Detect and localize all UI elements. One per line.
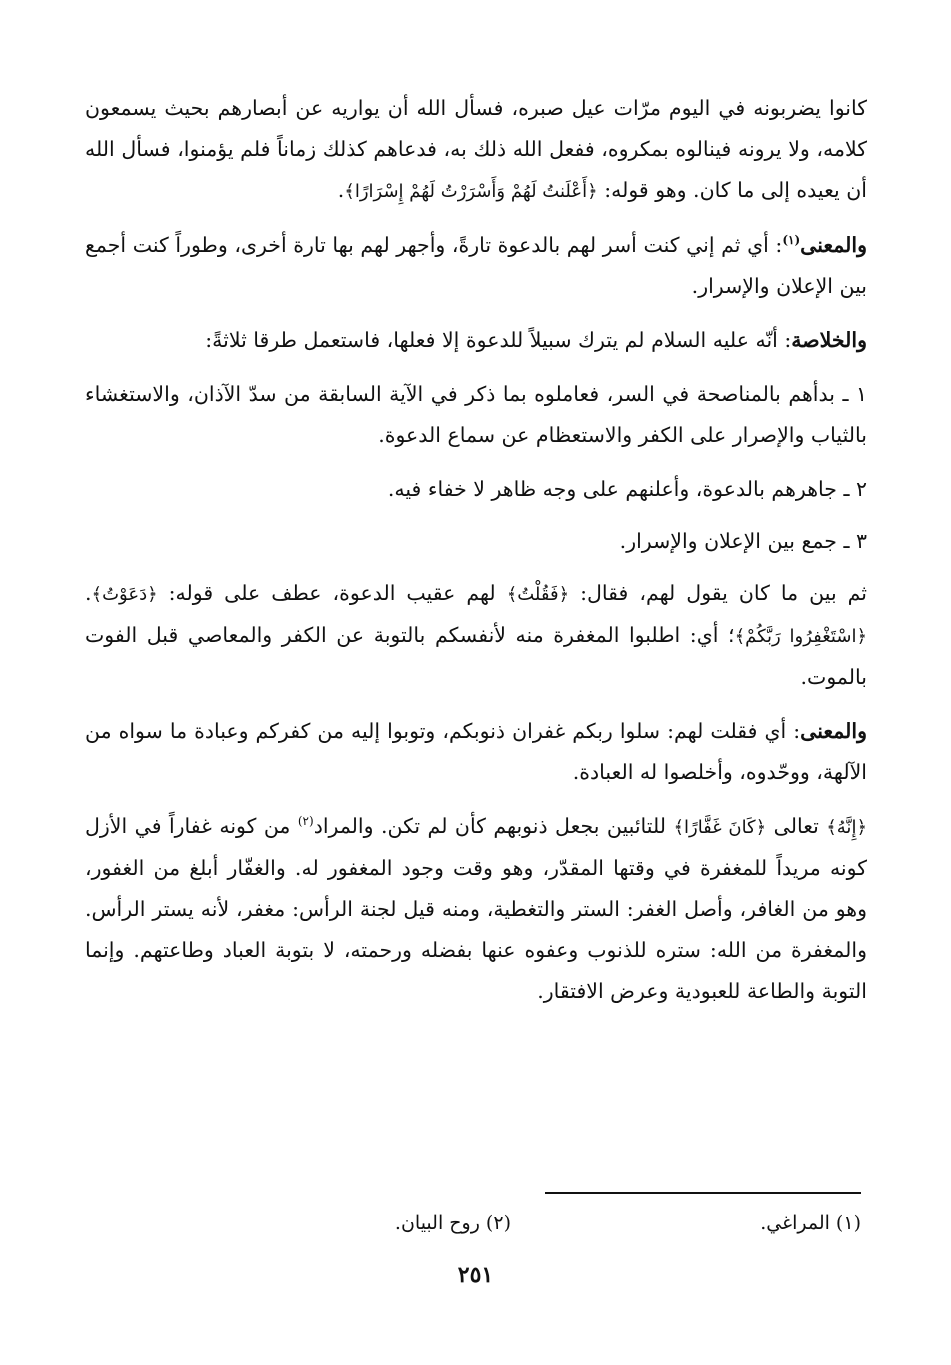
list-item-3: ٣ ـ جمع بين الإعلان والإسرار. xyxy=(619,529,867,553)
quran-quote: ﴿أَعْلَنتُ لَهُمْ وَأَسْرَرْتُ لَهُمْ إِسْرَارًا﴾ xyxy=(344,181,598,202)
footnote-ref-2: (٢) xyxy=(297,814,314,829)
paragraph-7-c: . xyxy=(85,581,92,605)
paragraph-8 xyxy=(85,711,867,793)
quran-quote: ﴿إِنَّهُ﴾ xyxy=(826,817,867,838)
footnote-divider xyxy=(545,1192,861,1194)
footnote-2: (٢) روح البيان. xyxy=(394,1212,511,1234)
page-number: ٢٥١ xyxy=(457,1262,494,1288)
paragraph-7-d: ؛ أي: اطلبوا المغفرة منه لأنفسكم بالتوبة عن الكفر والمعاصي قبل الفوت بالموت. xyxy=(85,623,867,689)
paragraph-9 xyxy=(85,806,867,1012)
paragraph-7-a: ثم بين ما كان يقول لهم، فقال: xyxy=(569,581,867,605)
paragraph-8-lead: والمعنى xyxy=(800,719,867,743)
paragraph-2 xyxy=(85,225,867,307)
paragraph-1-end: . xyxy=(337,178,345,202)
quran-quote: ﴿اسْتَغْفِرُوا رَبَّكُمْ﴾ xyxy=(734,626,867,647)
paragraph-9-c: من كونه غفاراً في الأزل كونه مريداً للمغفرة في وقتها المقدّر، وهو وقت وجود المغفور له. والغفّار أبلغ من الغفور، وهو من الغافر، وأصل الغفر: الستر والتغطية، ومنه قيل لجنة الرأس: مغفر، لأنه يستر الرأس. والمغفرة من الله: ستره للذنوب وعفوه عنها بفضله ورحمته، لا بتوبة العباد وطاعتهم. وإنما التوبة والطاعة للعبودية وعرض الافتقار. xyxy=(85,814,867,1003)
lead-word: والمعنى xyxy=(800,233,867,257)
quran-quote: ﴿دَعَوْتُ﴾ xyxy=(91,584,158,605)
paragraph-1 xyxy=(85,88,867,212)
paragraph-7-b: لهم عقيب الدعوة، عطف على قوله: xyxy=(157,581,507,605)
paragraph-8-text: : أي فقلت لهم: سلوا ربكم غفران ذنوبكم، وتوبوا إليه من كفركم وعبادة ما سواه من الآلهة، ووحّدوه، وأخلصوا له العبادة. xyxy=(85,719,867,784)
paragraph-2-text: : أي ثم إني كنت أسر لهم بالدعوة تارةً، وأجهر لهم بها تارة أخرى، وطوراً كنت أجمع بين الإعلان والإسرار. xyxy=(85,233,867,298)
page-body xyxy=(85,88,867,1025)
paragraph-7 xyxy=(85,573,867,698)
footnote-1: (١) المراغي. xyxy=(760,1212,861,1234)
paragraph-2-lead xyxy=(782,233,867,257)
footnotes xyxy=(101,1208,861,1238)
paragraph-9-a: تعالى xyxy=(766,814,827,838)
quran-quote: ﴿فَقُلْتُ﴾ xyxy=(506,584,570,605)
list-item-2: ٢ ـ جاهرهم بالدعوة، وأعلنهم على وجه ظاهر لا خفاء فيه. xyxy=(387,477,867,501)
paragraph-3-text: : أنّه عليه السلام لم يترك سبيلاً للدعوة إلا فعلها، فاستعمل طرقا ثلاثةً: xyxy=(205,328,792,352)
paragraph-1-text: كانوا يضربونه في اليوم مرّات عيل صبره، فسأل الله أن يواريه عن أبصارهم بحيث يسمعون كلامه، ولا يرونه فينالوه بمكروه، ففعل الله ذلك به، فدعاهم كذلك زماناً فلم يؤمنوا، فسأل الله أن يعيده إلى ما كان. وهو قوله: xyxy=(85,96,867,202)
list-item-1: ١ ـ بدأهم بالمناصحة في السر، فعاملوه بما ذكر في الآية السابقة من سدّ الآذان، والاستغشاء بالثياب والإصرار على الكفر والاستعظام عن سماع الدعوة. xyxy=(85,382,867,447)
quran-quote: ﴿كَانَ غَفَّارًا﴾ xyxy=(673,817,767,838)
paragraph-3 xyxy=(85,320,867,361)
footnote-ref-1: (١) xyxy=(782,233,801,248)
paragraph-9-b: للتائبين بجعل ذنوبهم كأن لم تكن. والمراد xyxy=(313,814,674,838)
paragraph-3-lead: والخلاصة xyxy=(791,328,867,352)
